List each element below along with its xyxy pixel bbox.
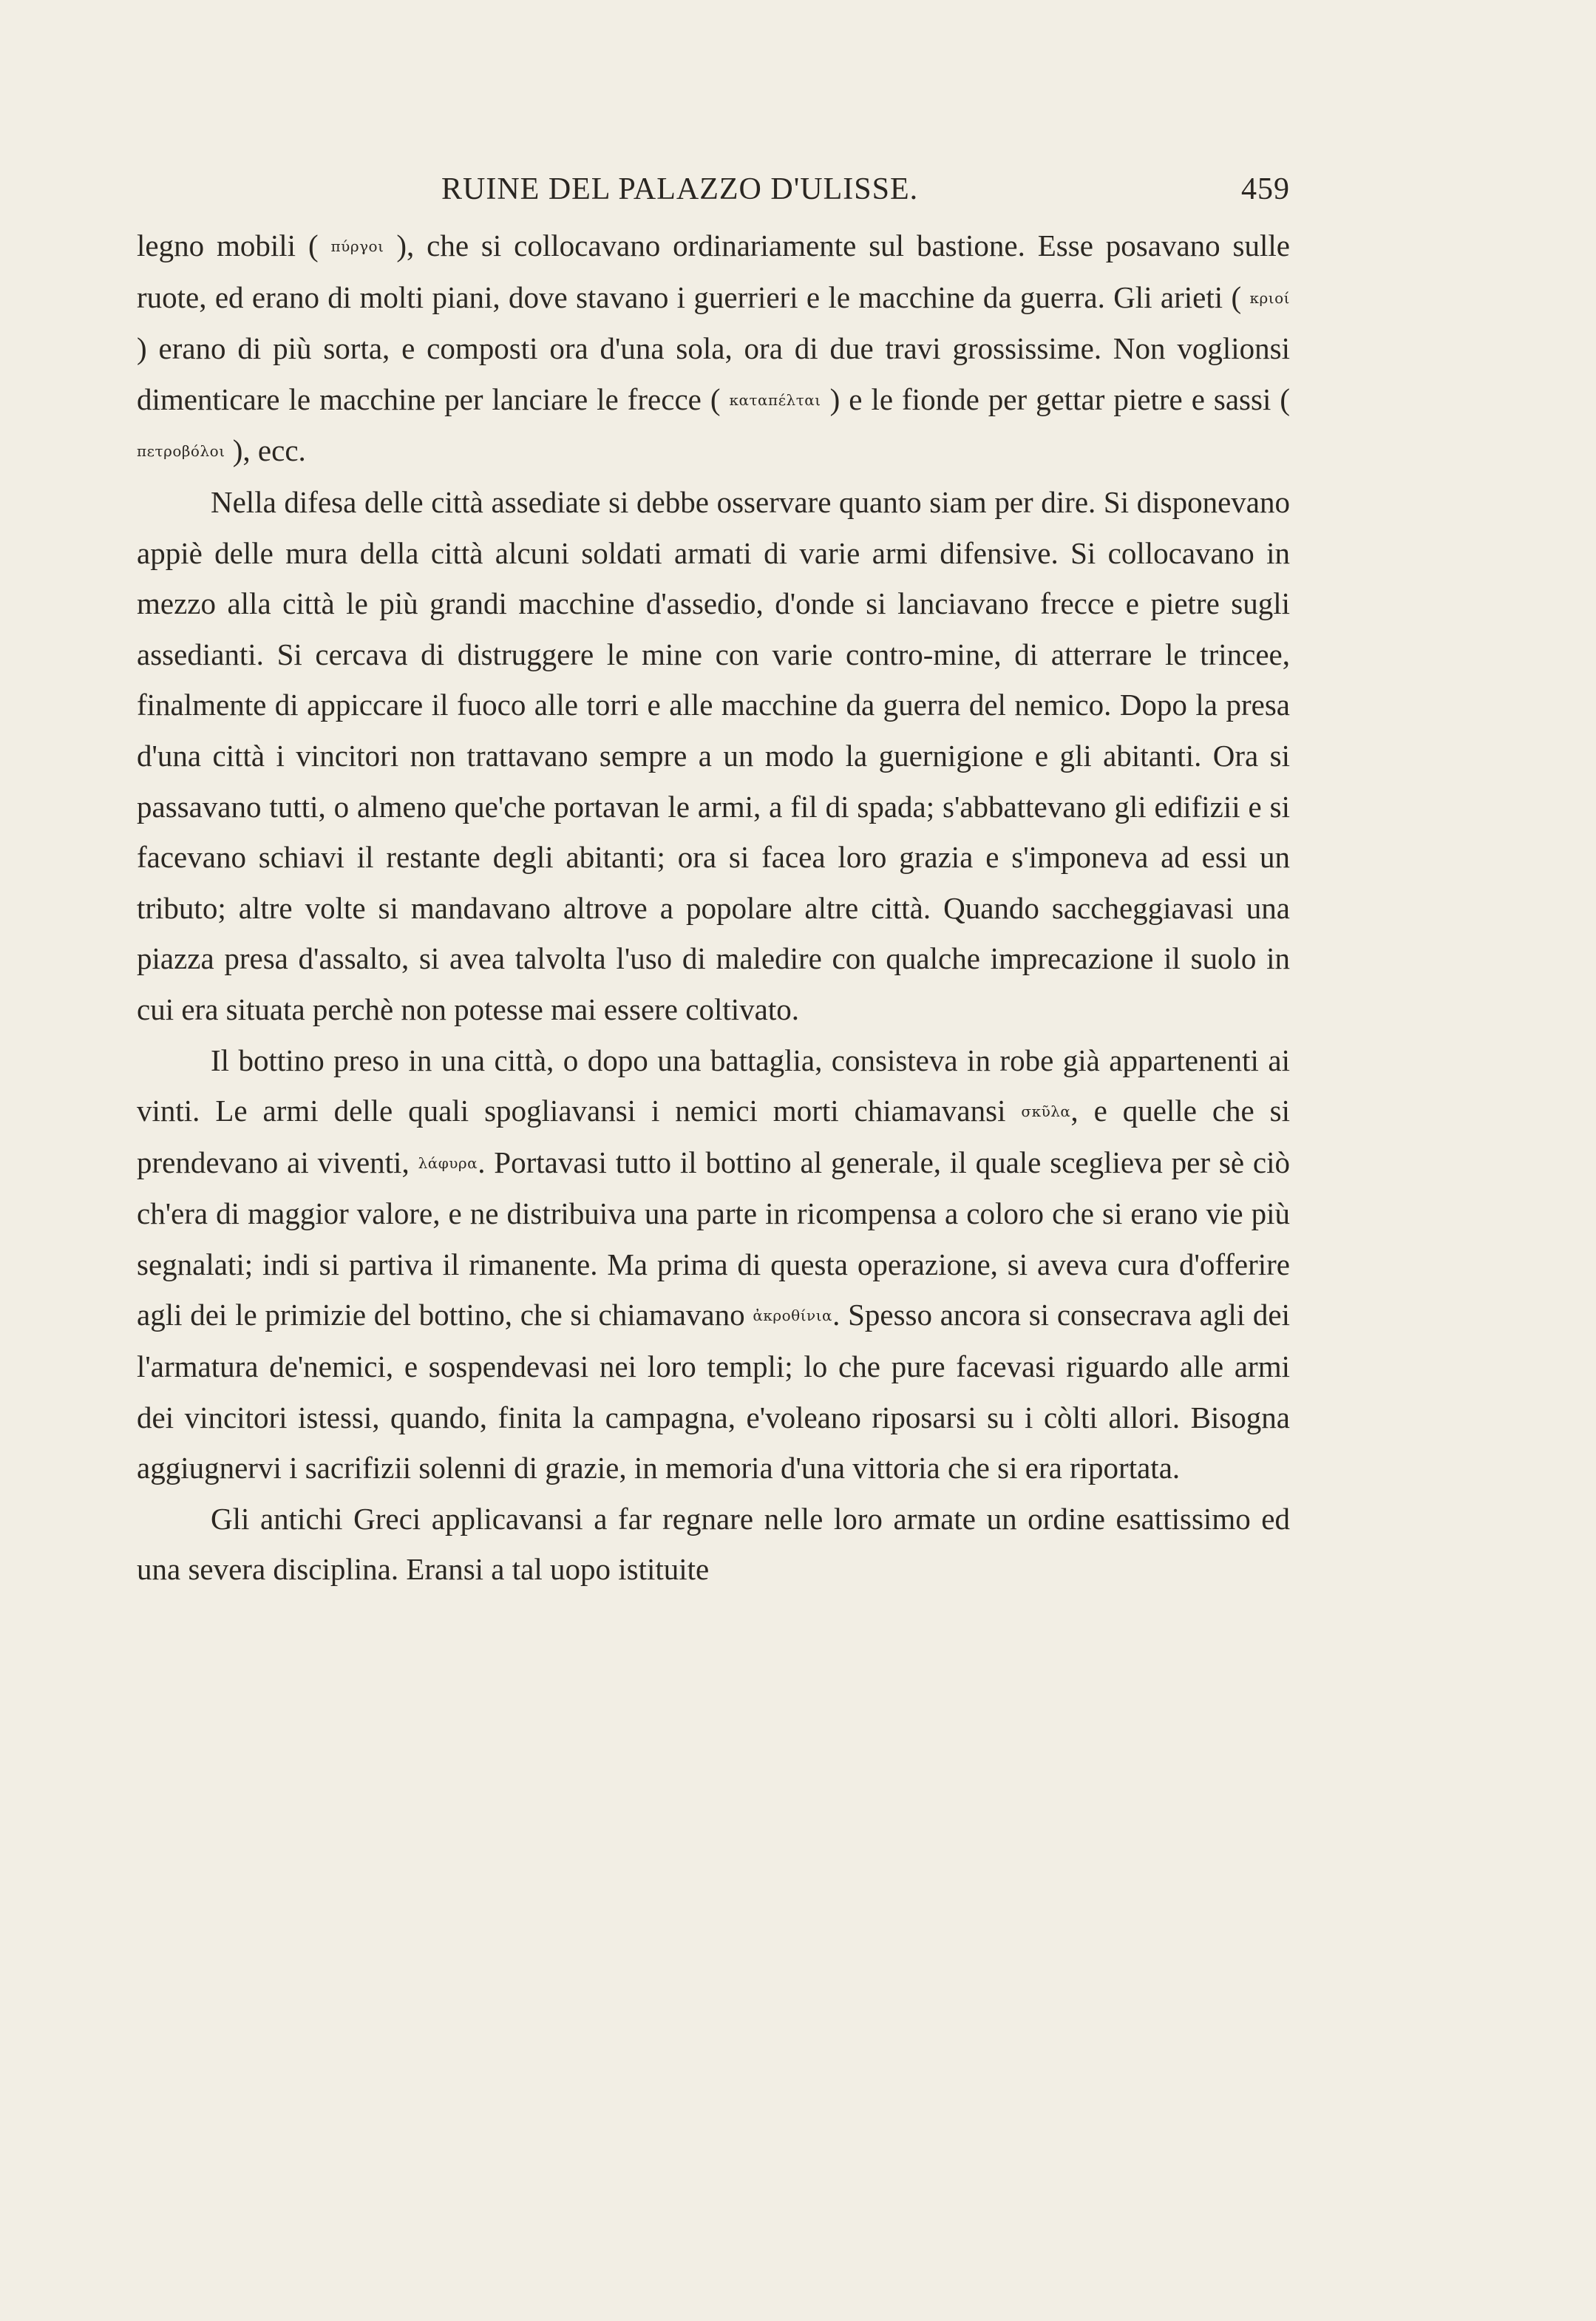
- text-run: Nella difesa delle città assediate si debbe osservare quanto siam per dire. Si disponevano appiè delle mura della città alcuni soldati armati di varie armi difensive. Si collocavano in mezzo alla città le più grandi macchine d'assedio, d'onde si lanciavano frecce e pietre sugli assedianti. Si cercava di distruggere le mine con varie contro-mine, di atterrare le trincee, finalmente di appiccare il fuoco alle torri e alle macchine da guerra del nemico. Dopo la presa d'una città i vincitori non trattavano sempre a un modo la guernigione e gli abitanti. Ora si passavano tutti, o almeno que'che portavan le armi, a fil di spada; s'abbattevano gli edifizii e si facevano schiavi il restante degli abitanti; ora si facea loro grazia e s'imponeva ad essi un tributo; altre volte si mandavano altrove a popolare altre città. Quando saccheggiavasi una piazza presa d'assalto, si avea talvolta l'uso di maledire con qualche imprecazione il suolo in cui era situata perchè non potesse mai essere coltivato.: [137, 484, 1290, 1026]
- text-run: Gli antichi Greci applicavansi a far regnare nelle loro armate un ordine esattissimo ed una severa disciplina. Eransi a tal uopo istituite: [137, 1501, 1290, 1587]
- body-text: [137, 220, 1290, 1595]
- paragraph: [137, 477, 1290, 1035]
- greek-term: λάφυρα: [418, 1153, 478, 1172]
- paragraph: [137, 1035, 1290, 1494]
- text-run: ) e le fionde per gettar pietre e sassi (: [821, 382, 1290, 416]
- text-run: Il bottino preso in una città, o dopo una battaglia, consisteva in robe già appartenenti ai vinti. Le armi delle quali spogliavansi i nemici morti chiamavansi: [137, 1043, 1290, 1128]
- greek-term: πύργοι: [330, 237, 384, 255]
- greek-term: ἀκροθίνια: [753, 1307, 833, 1325]
- text-run: . Spesso ancora si consecrava agli dei l'armatura de'nemici, e sospendevasi nei loro templi; lo che pure facevasi riguardo alle armi dei vincitori istessi, quando, finita la campagna, e'voleano riposarsi su i còlti allori. Bisogna aggiugnervi i sacrifizii solenni di grazie, in memoria d'una vittoria che si era riportata.: [137, 1298, 1290, 1485]
- greek-term: σκῦλα: [1021, 1102, 1071, 1121]
- text-run: . Portavasi tutto il bottino al generale, il quale sceglieva per sè ciò ch'era di maggior valore, e ne distribuiva una parte in ricompensa a coloro che si erano vie più segnalati; indi si partiva il rimanente. Ma prima di questa operazione, si aveva cura d'offerire agli dei le primizie del bottino, che si chiamavano: [137, 1145, 1290, 1332]
- text-run: legno mobili (: [137, 228, 331, 262]
- page-header: [137, 172, 1290, 216]
- text-run: ) erano di più sorta, e composti ora d'una sola, ora di due travi grossissime. Non voglionsi dimenticare le macchine per lanciare le frecce (: [137, 331, 1290, 416]
- greek-term: πετροβόλοι: [137, 442, 225, 461]
- text-run: ), ecc.: [225, 433, 306, 468]
- text-run: ), che si collocavano ordinariamente sul bastione. Esse posavano sulle ruote, ed erano di molti piani, dove stavano i guerrieri e le macchine da guerra. Gli arieti (: [137, 228, 1290, 314]
- paragraph: [137, 220, 1290, 477]
- greek-term: κριοί: [1249, 288, 1290, 307]
- page-number: 459: [1241, 172, 1290, 206]
- paragraph: [137, 1494, 1290, 1595]
- running-title: RUINE DEL PALAZZO D'ULISSE.: [441, 172, 919, 206]
- greek-term: καταπέλται: [729, 390, 821, 409]
- text-run: , e quelle che si prendevano ai viventi,: [137, 1094, 1290, 1179]
